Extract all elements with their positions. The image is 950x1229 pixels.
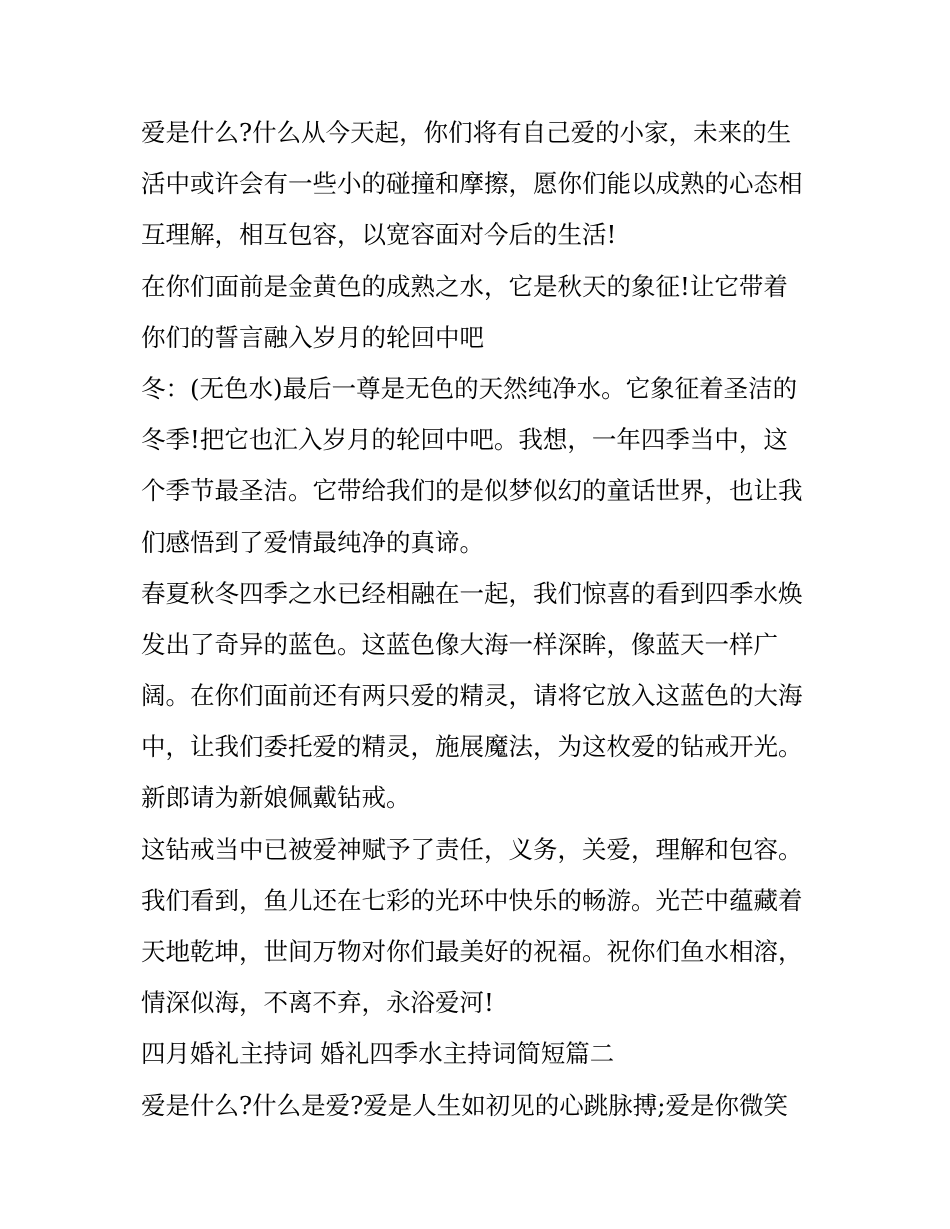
document-body <box>141 107 821 1131</box>
text-line: 中，让我们委托爱的精灵，施展魔法，为这枚爱的钻戒开光。 <box>141 732 803 762</box>
text-line: 冬季!把它也汇入岁月的轮回中吧。我想，一年四季当中，这 <box>141 425 788 455</box>
section-heading: 四月婚礼主持词 婚礼四季水主持词简短篇二 <box>141 1039 615 1069</box>
text-line: 发出了奇异的蓝色。这蓝色像大海一样深眸，像蓝天一样广 <box>141 629 778 659</box>
text-line: 活中或许会有一些小的碰撞和摩擦，愿你们能以成熟的心态相 <box>141 169 803 199</box>
text-line: 互理解，相互包容，以宽容面对今后的生活! <box>141 220 617 250</box>
text-line: 个季节最圣洁。它带给我们的是似梦似幻的童话世界，也让我 <box>141 476 803 506</box>
text-line: 你们的誓言融入岁月的轮回中吧 <box>141 322 484 352</box>
text-line: 情深似海，不离不弃，永浴爱河! <box>141 988 494 1018</box>
text-line: 冬：(无色水)最后一尊是无色的天然纯净水。它象征着圣洁的 <box>141 373 798 403</box>
text-line: 天地乾坤，世间万物对你们最美好的祝福。祝你们鱼水相溶， <box>141 937 803 966</box>
text-line: 在你们面前是金黄色的成熟之水，它是秋天的象征!让它带着 <box>141 271 788 301</box>
text-line: 春夏秋冬四季之水已经相融在一起，我们惊喜的看到四季水焕 <box>141 578 803 608</box>
text-line: 爱是什么?什么从今天起，你们将有自己爱的小家，未来的生 <box>141 118 792 147</box>
text-line: 这钻戒当中已被爱神赋予了责任，义务，关爱，理解和包容。 <box>141 834 803 864</box>
text-line: 新郎请为新娘佩戴钻戒。 <box>141 783 411 813</box>
text-line: 阔。在你们面前还有两只爱的精灵，请将它放入这蓝色的大海 <box>141 681 803 711</box>
text-line: 我们看到，鱼儿还在七彩的光环中快乐的畅游。光芒中蕴藏着 <box>141 885 803 915</box>
text-line: 们感悟到了爱情最纯净的真谛。 <box>141 527 484 557</box>
text-line: 爱是什么?什么是爱?爱是人生如初见的心跳脉搏;爱是你微笑 <box>141 1090 789 1120</box>
